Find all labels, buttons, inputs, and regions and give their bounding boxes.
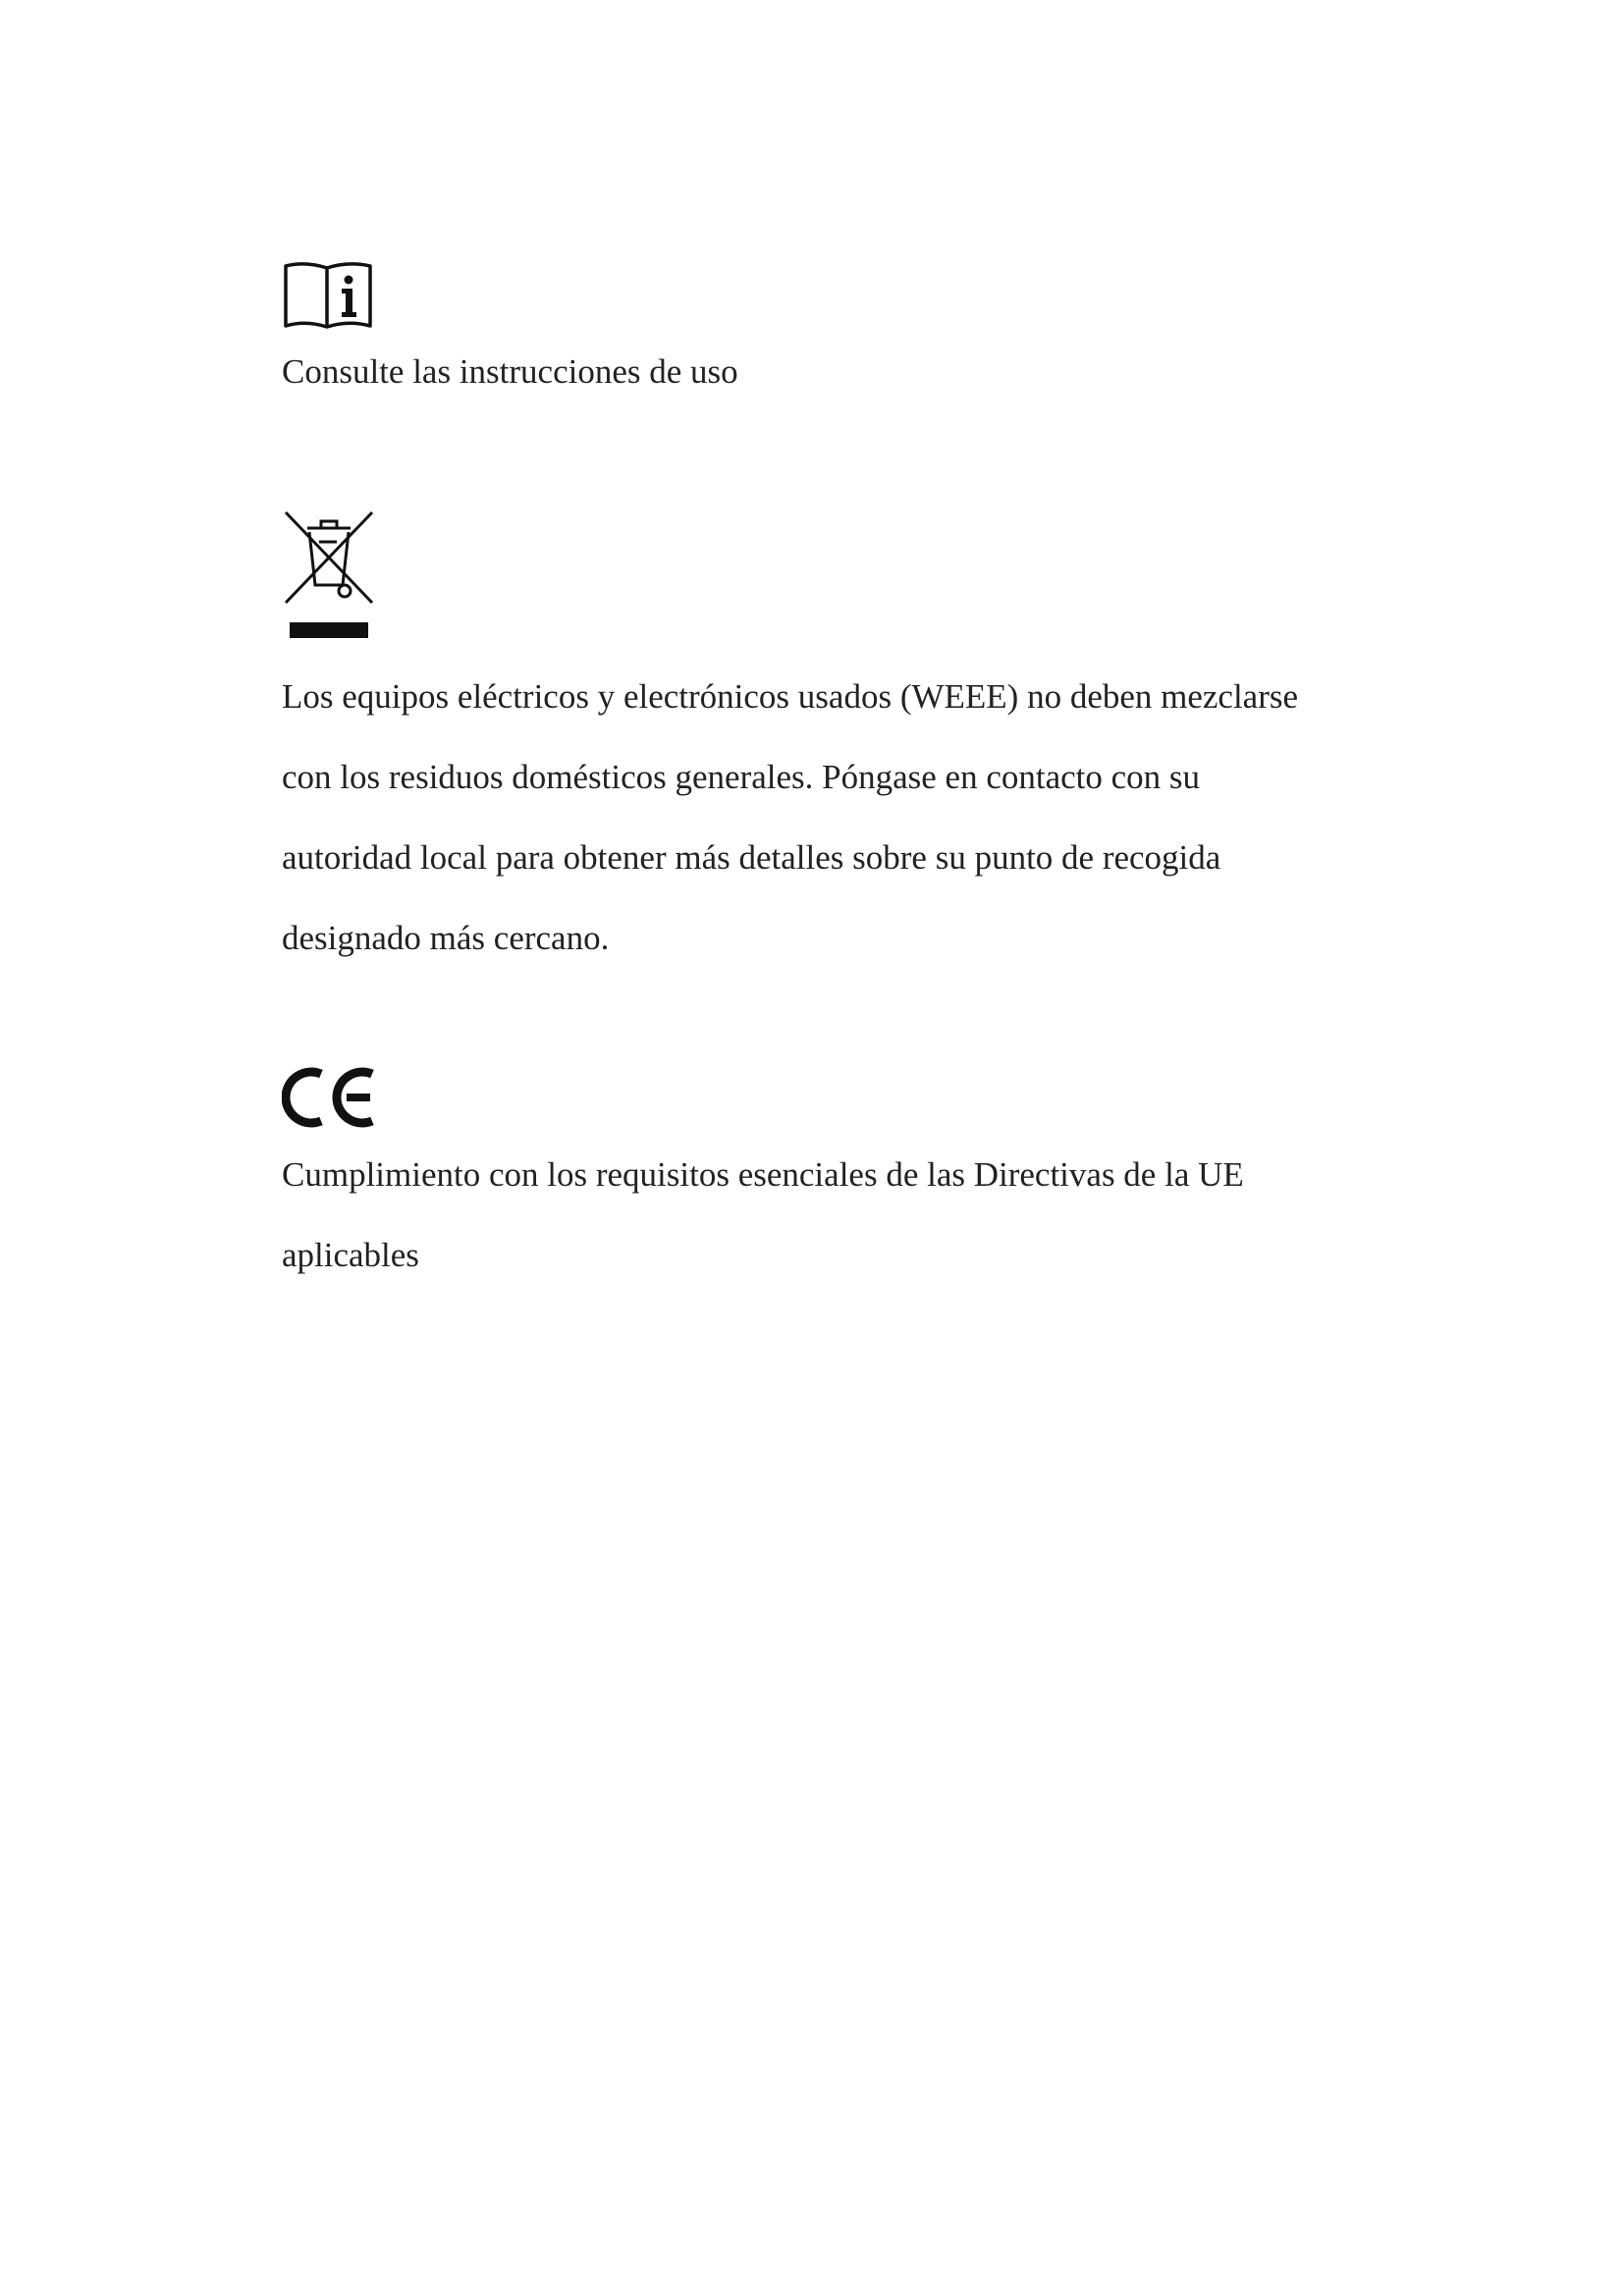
weee-text [282, 657, 1362, 979]
weee-section [282, 508, 1362, 979]
instructions-text [282, 332, 1362, 412]
weee-crossed-out-wheelie-bin-icon [282, 508, 376, 642]
text-line: designado más cercano. [282, 919, 610, 957]
text-line: Los equipos eléctricos y electrónicos usados (WEEE) no deben mezclarse [282, 677, 1299, 716]
instructions-section [282, 258, 1362, 412]
text-line: con los residuos domésticos generales. Póngase en contacto con su [282, 758, 1201, 796]
ce-text [282, 1135, 1362, 1296]
ce-marking-icon [282, 1060, 380, 1135]
text-line: autoridad local para obtener más detalles sobre su punto de recogida [282, 838, 1221, 877]
instructions-book-info-icon [282, 258, 376, 332]
ce-section [282, 1060, 1362, 1296]
text-line: Consulte las instrucciones de uso [282, 352, 738, 391]
text-line: Cumplimiento con los requisitos esenciales de las Directivas de la UE [282, 1155, 1244, 1194]
text-line: aplicables [282, 1236, 419, 1274]
